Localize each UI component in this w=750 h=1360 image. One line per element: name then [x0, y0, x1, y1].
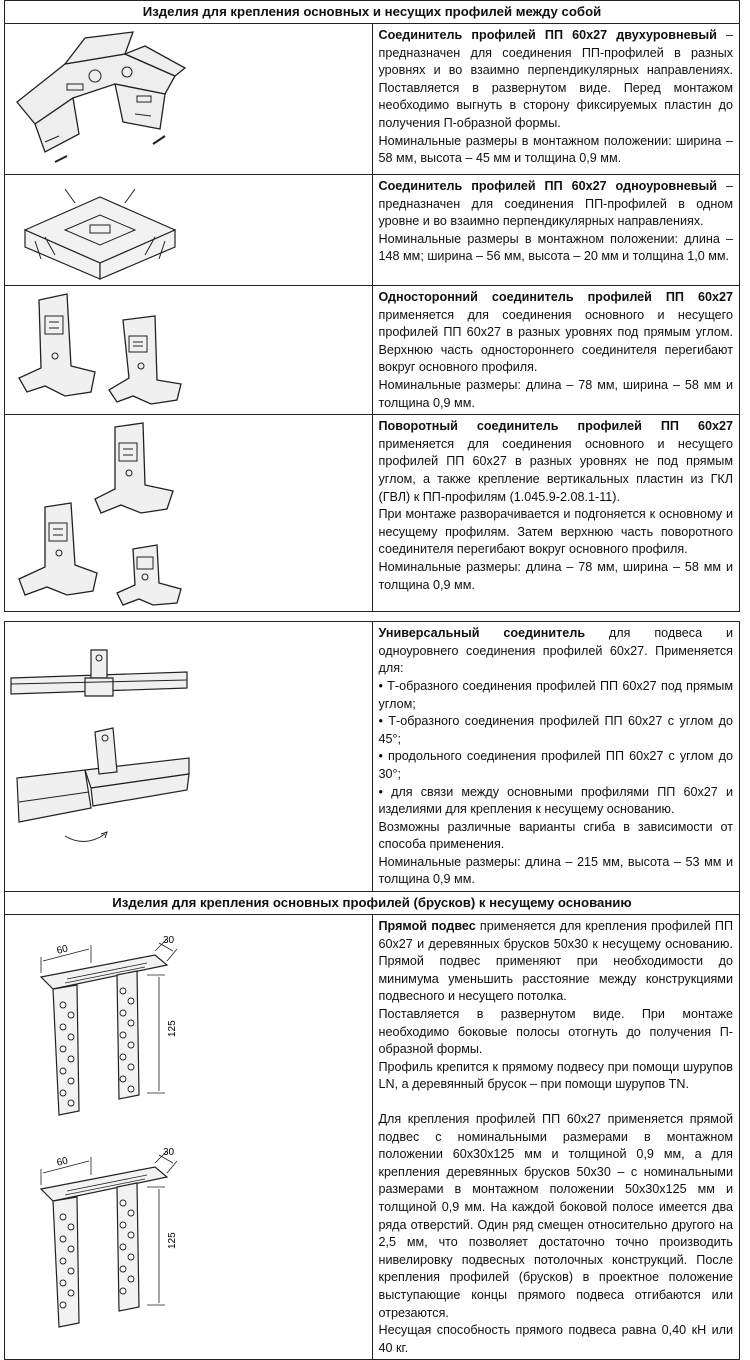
list-item: • Т-образного соединения профилей ПП 60х27 с углом до 45°;	[378, 714, 733, 746]
description-cell	[372, 24, 740, 175]
dimension-label: 125	[167, 1232, 178, 1250]
product-title: Прямой подвес	[378, 919, 476, 934]
dimension-label: 30	[163, 935, 175, 947]
dimensions-text: Номинальные размеры: длина – 78 мм, ширина – 58 мм и толщина 0,9 мм.	[378, 377, 733, 410]
direct-hanger-bottom	[41, 1147, 178, 1327]
separator	[5, 612, 740, 622]
section-header-1: Изделия для крепления основных и несущих профилей между собой	[5, 1, 740, 24]
dimension-label: 30	[163, 1147, 175, 1159]
description-text: применяется для соединения основного и несущего профилей ПП 60х27 в разных уровнях под прямым углом. Верхнюю часть одностороннего соединителя перегибают вокруг основного профиля.	[378, 307, 733, 375]
description-text: для подвеса и одноуровнего соединения профилей 60х27. Применяется для:	[378, 626, 733, 676]
description-text: Для крепления профилей ПП 60х27 применяется прямой подвес с номинальными размерами в монтажном положении 60х30х125 мм и толщиной 0,9 мм, а для крепления деревянных брусков 50х30 – с номинальными размерами в монтажном положении 50х30х125 мм и толщиной 0,9 мм. На каждой боковой полосе имеется два ряда отверстий. Один ряд смещен относительно другого на 2,5 мм, что позволяет достаточно точно производить нивелировку подвесных потолочных конструкций. После крепления профилей (брусков) в проектное положение выступающие концы прямого подвеса отгибаются или отрезаются.	[378, 1112, 733, 1320]
product-table	[4, 0, 740, 1360]
image-cell	[5, 286, 373, 415]
direct-hanger-illustration	[5, 915, 195, 1335]
two-level-connector-illustration	[5, 24, 195, 174]
one-sided-connector-illustration	[5, 286, 195, 414]
table-row	[5, 415, 740, 612]
description-cell	[372, 915, 740, 1360]
table-row	[5, 175, 740, 286]
dimensions-text: Номинальные размеры в монтажном положении: длина – 148 мм; ширина – 56 мм, высота – 20 мм и толщина 1,0 мм.	[378, 231, 733, 264]
description-text: – предназначен для соединения ПП-профилей в одном уровне и во взаимно перпендикулярных направлениях.	[378, 179, 733, 229]
image-cell	[5, 24, 373, 175]
image-cell	[5, 175, 373, 286]
list-item: • продольного соединения профилей ПП 60х27 с углом до 30°;	[378, 749, 733, 781]
table-row	[5, 286, 740, 415]
dimension-label: 125	[167, 1020, 178, 1038]
product-title: Односторонний соединитель профилей ПП 60х27	[378, 290, 733, 304]
document-page	[4, 0, 742, 1360]
dimensions-text: Номинальные размеры в монтажном положении: ширина – 58 мм, высота – 45 мм и толщина 0,9 мм.	[378, 133, 733, 166]
section-header-2: Изделия для крепления основных профилей (брусков) к несущему основанию	[5, 892, 740, 915]
image-cell	[5, 915, 373, 1360]
product-title: Поворотный соединитель профилей ПП 60х27	[378, 419, 733, 434]
description-cell	[372, 175, 740, 286]
table-row	[5, 622, 740, 892]
description-text: Поставляется в развернутом виде. При монтаже необходимо боковые полосы отогнуть до получения П-образной формы.	[378, 1007, 733, 1057]
description-cell	[372, 622, 740, 892]
universal-connector-illustration	[5, 622, 195, 862]
list-item: • Т-образного соединения профилей ПП 60х27 под прямым углом;	[378, 678, 733, 711]
dimension-label: 60	[55, 943, 70, 957]
description-text: Профиль крепится к прямому подвесу при помощи шурупов LN, а деревянный брусок – при помощи шурупов TN.	[378, 1059, 733, 1092]
direct-hanger-top	[41, 935, 178, 1115]
dimension-label: 60	[55, 1155, 70, 1169]
list-item: • для связи между основными профилями ПП 60х27 и изделиями для крепления к несущему основанию.	[378, 784, 733, 817]
spacer	[379, 1094, 734, 1111]
image-cell	[5, 622, 373, 892]
product-title: Соединитель профилей ПП 60х27 двухуровневый	[378, 28, 717, 42]
description-text: применяется для соединения основного и несущего профилей ПП 60х27 в разных уровнях не под прямым углом, а также крепление вертикальных пластин из ГКЛ (ГВЛ) к ПП-профилям (1.045.9-2.08.1-11).	[378, 436, 733, 504]
description-cell	[372, 286, 740, 415]
image-cell	[5, 415, 373, 612]
load-capacity-text: Несущая способность прямого подвеса равна 0,40 кН или 40 кг.	[378, 1323, 733, 1355]
table-row	[5, 915, 740, 1360]
swivel-connector-illustration	[5, 415, 195, 611]
dimensions-text: Номинальные размеры: длина – 78 мм, ширина – 58 мм и толщина 0,9 мм.	[378, 559, 733, 592]
description-text: – предназначен для соединения ПП-профилей в разных уровнях и во взаимно перпендикулярных направлениях. Поставляется в развернутом виде. Перед монтажом необходимо выгнуть в сторону фиксируемых пластин до получения П-образной формы.	[378, 28, 733, 130]
description-text: Возможны различные варианты сгиба в зависимости от способа применения.	[378, 819, 733, 852]
one-level-connector-illustration	[5, 175, 195, 285]
description-text: При монтаже разворачивается и подгоняется к основному и несущему профилям. Затем верхнюю часть поворотного соединителя перегибают вокруг основного профиля.	[378, 507, 733, 557]
product-title: Соединитель профилей ПП 60х27 одноуровневый	[378, 179, 718, 193]
table-row	[5, 24, 740, 175]
description-text: применяется для крепления профилей ПП 60х27 и деревянных брусков 50х30 к несущему основанию. Прямой подвес применяют при необходимости до минимума уменьшить расстояние между конструкциями подвесного и несущего потолка.	[378, 919, 733, 1004]
dimensions-text: Номинальные размеры: длина – 215 мм, высота – 53 мм и толщина 0,9 мм.	[378, 854, 733, 887]
description-cell	[372, 415, 740, 612]
product-title: Универсальный соединитель	[378, 626, 586, 641]
